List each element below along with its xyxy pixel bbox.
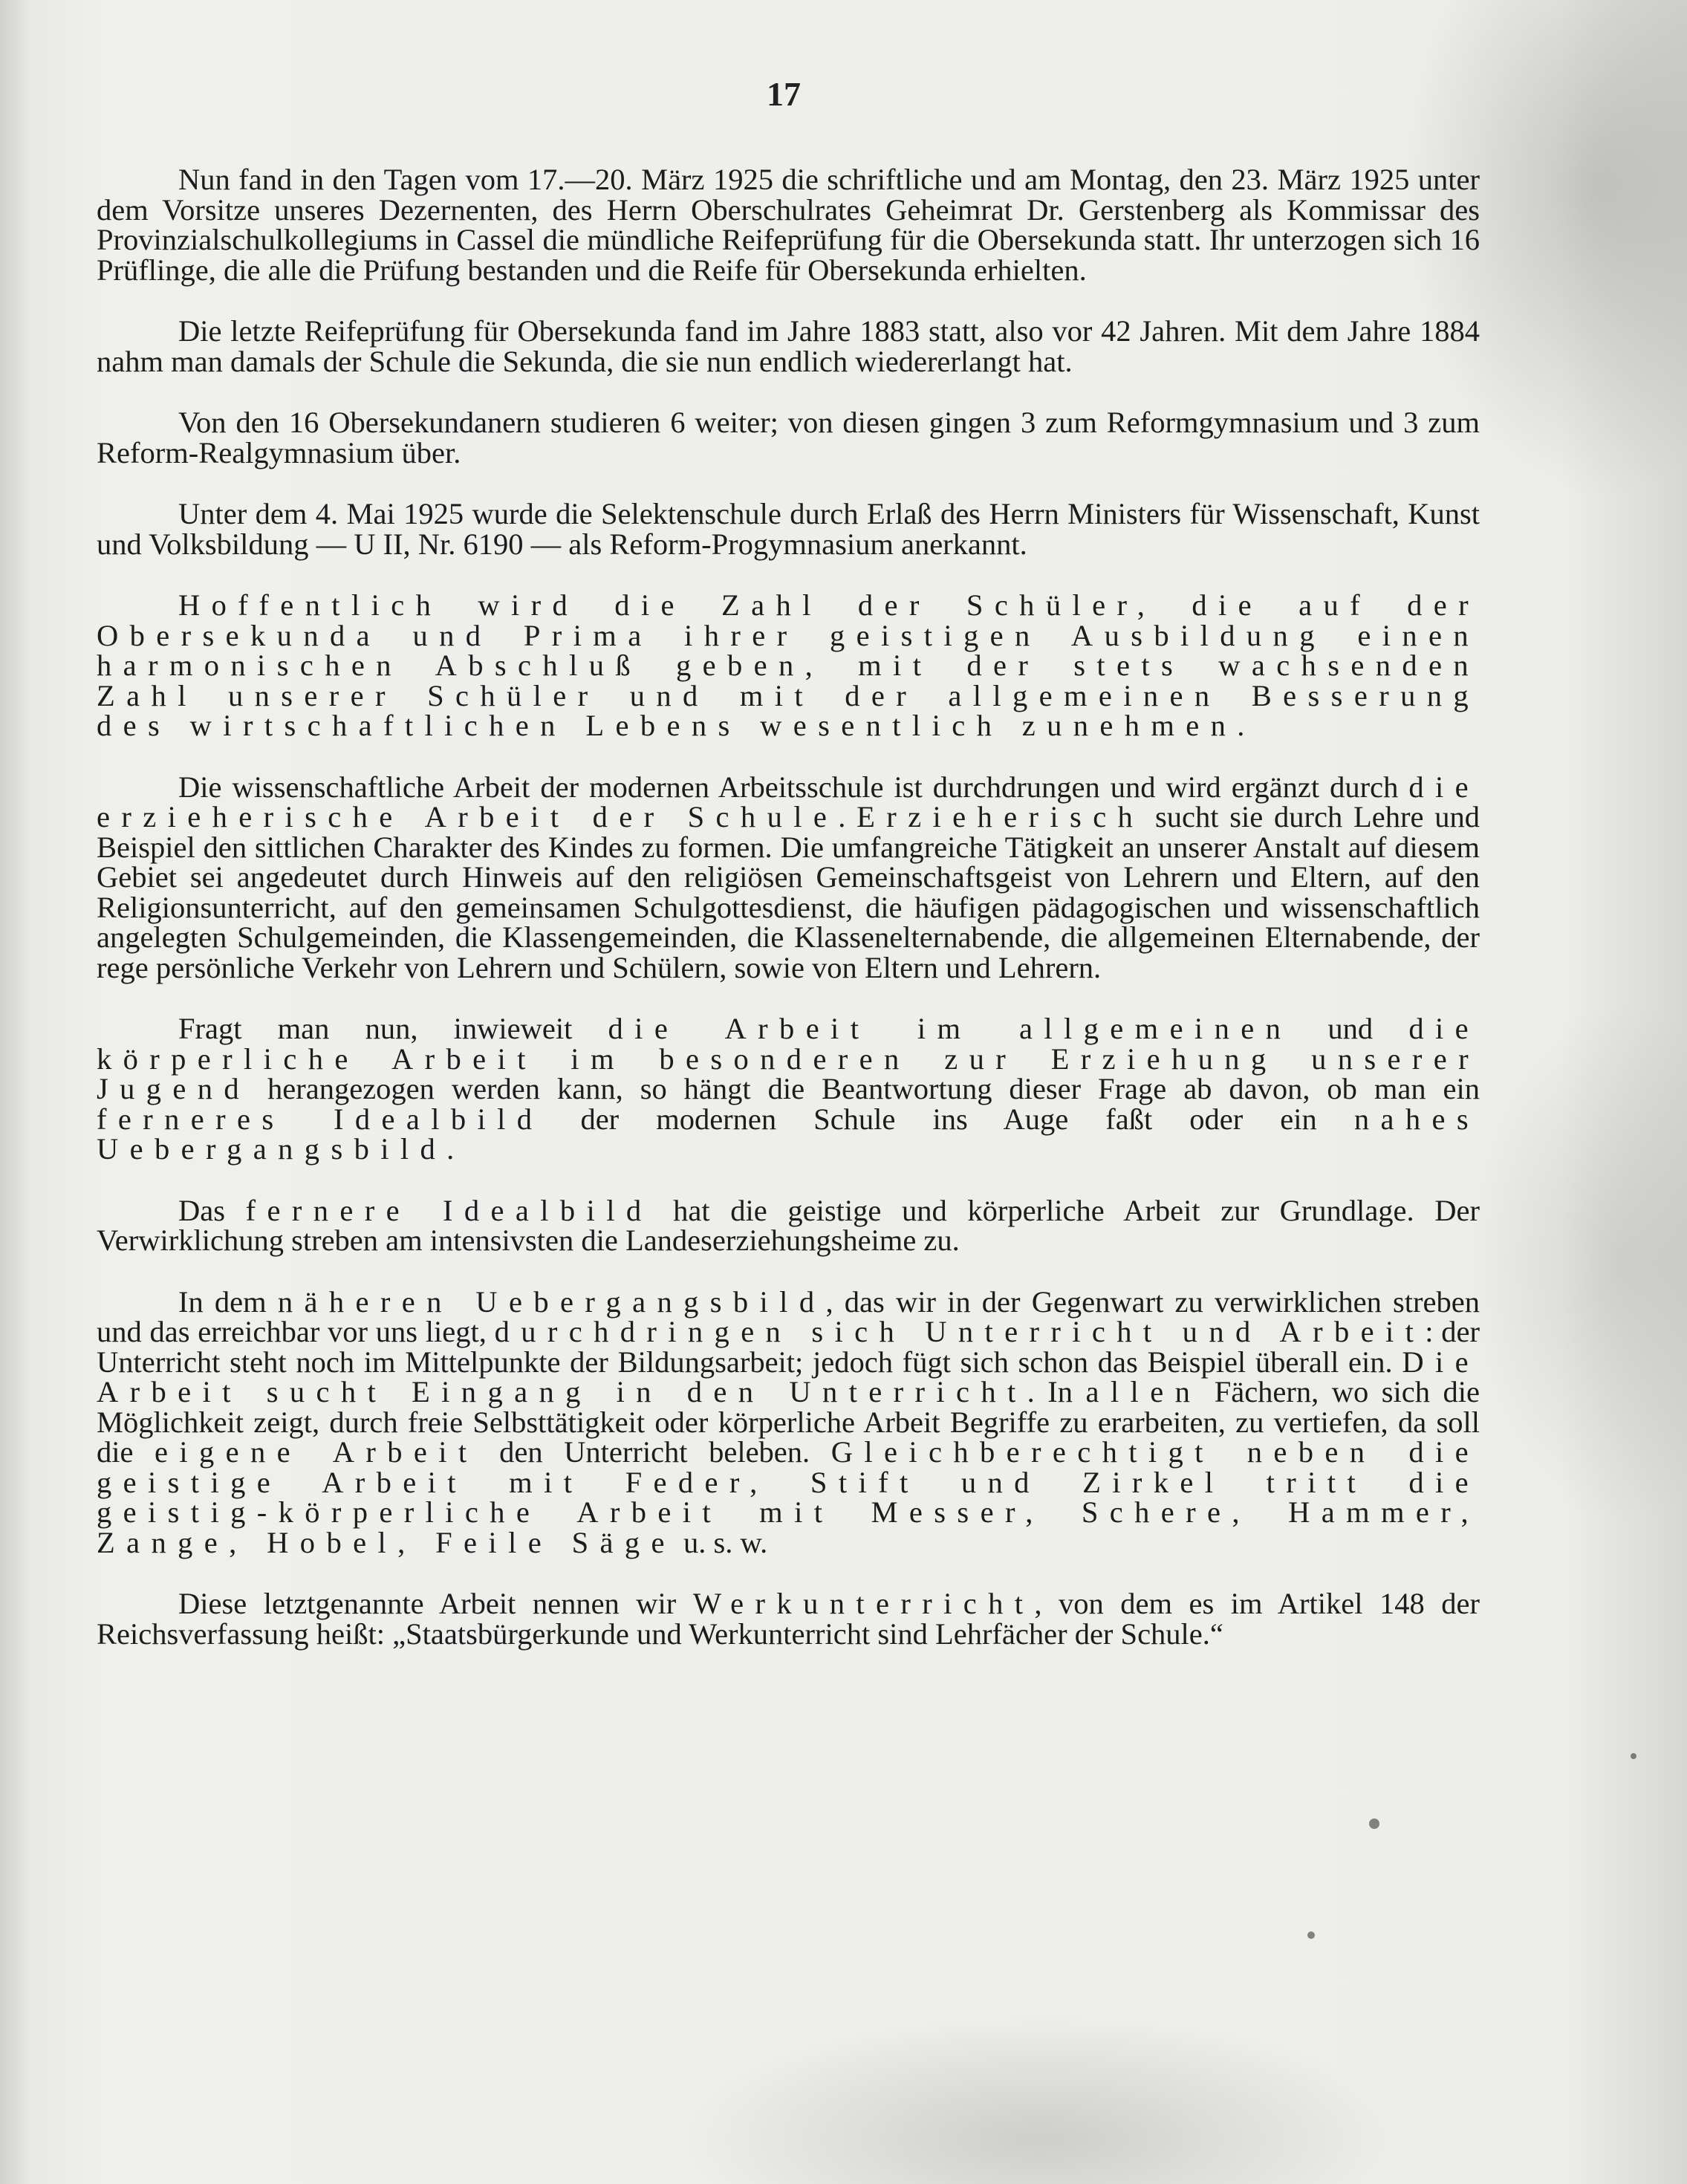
paragraph-text: . [446,1132,455,1166]
paragraph-text: , von dem es im Artikel 148 der Reichsverfassung heißt: „Staatsbürgerkunde und Werkunterricht sind Lehrfächer der Schule.“ [97,1587,1480,1651]
paragraph-text: sucht sie durch Lehre und Beispiel den sittlichen Charakter des Kindes zu formen. Die umfangreiche Tätigkeit an unserer Anstalt auf diesem Gebiet sei angedeutet durch Hinweis auf den religiösen Gemeinschaftsgeist von Lehrern und Eltern, auf den Religionsunterricht, auf den gemeinsamen Schulgottesdienst, die häufigen pädagogischen und wissenschaftlich angelegten Schulgemeinden, die Klassengemeinden, die Klassenelternabende, die allgemeinen Elternabende, der rege persönliche Verkehr von Lehrern und Schülern, sowie von Eltern und Lehrern. [97,800,1480,984]
paragraph-5 [97,588,1480,742]
spaced-emphasis-text: die Arbeit im allgemeinen [608,1012,1293,1045]
paragraph-text: . In [1027,1375,1086,1408]
paragraph-text: der modernen Schule ins Auge faßt oder ein [543,1102,1354,1136]
paragraph-text: Diese letztgenannte Arbeit nennen wir [178,1587,693,1620]
spaced-emphasis-text: näheren Uebergangsbild [277,1284,826,1319]
spaced-emphasis-text: ferneres Idealbild [97,1102,544,1136]
paragraph-text: . [838,800,857,833]
page-number: 17 [767,75,801,113]
scan-speck [1307,1931,1315,1939]
paragraph-4 [97,499,1480,559]
spaced-emphasis-text: Gleichberechtigt neben die geistige Arbeit mit Feder, Stift und Zirkel tritt die geistig-körperliche Arbeit mit Messer, Schere, Hammer, Zange, Hobel, Feile Säge [97,1435,1480,1559]
paragraph-text: und [1292,1012,1409,1045]
paragraph-6 [97,770,1480,984]
paragraph-text: Die letzte Reifeprüfung für Obersekunda fand im Jahre 1883 statt, also vor 42 Jahren. Mit dem Jahre 1884 nahm man damals der Schule die Sekunda, die sie nun endlich wiedererlangt hat. [97,314,1480,378]
paragraph-text: Fragt man nun, inwieweit [178,1012,608,1045]
paragraph-text: Fächern, wo sich die Möglichkeit zeigt, durch freie Selbsttätigkeit oder körperliche Arbeit Begriffe zu erarbeiten, zu vertiefen, da soll die [97,1375,1480,1469]
scan-speck [1631,1753,1636,1759]
paragraph-text: u. s. w. [675,1525,768,1559]
scan-speck [1369,1819,1379,1829]
spaced-emphasis-text: Werkunterricht [692,1587,1035,1620]
spaced-emphasis-text: die körperliche Arbeit im besonderen zur Erziehung unserer Jugend [97,1012,1480,1105]
paragraph-text: Die wissenschaftliche Arbeit der modernen Arbeitsschule ist durchdrungen und wird ergänzt durch [178,770,1409,804]
spaced-emphasis-text: die erzieherische Arbeit der Schule [97,770,1480,833]
paragraph-text: In dem [178,1284,278,1319]
body-text [97,165,1480,1680]
paragraph-text: : der Unterricht steht noch im Mittelpunkte der Bildungsarbeit; jedoch fügt sich schon das Beispiel überall ein. [97,1315,1480,1379]
spaced-emphasis-text: Erzieherisch [856,800,1145,833]
paragraph-2 [97,316,1480,377]
paragraph-1 [97,165,1480,285]
paragraph-text: herangezogen werden kann, so hängt die Beantwortung dieser Frage ab davon, ob man ein [250,1072,1480,1105]
spaced-emphasis-text: eigene Arbeit [155,1435,478,1469]
paragraph-10 [97,1589,1480,1649]
paragraph-text: den Unterricht beleben. [478,1435,831,1469]
spaced-emphasis-text: durchdringen sich Unterricht und Arbeit [494,1315,1426,1348]
paragraph-text: hat die geistige und körperliche Arbeit zur Grundlage. Der Verwirklichung streben am intensivsten die Landeserziehungsheime zu. [97,1193,1480,1257]
paragraph-7 [97,1014,1480,1165]
paragraph-text: Nun fand in den Tagen vom 17.—20. März 1925 die schriftliche und am Montag, den 23. März 1925 unter dem Vorsitze unseres Dezernenten, des Herrn Oberschulrates Geheimrat Dr. Gerstenberg als Kommissar des Provinzialschulkollegiums in Cassel die mündliche Reifeprüfung für die Obersekunda statt. Ihr unterzogen sich 16 Prüflinge, die alle die Prüfung bestanden und die Reife für Obersekunda erhielten. [97,163,1480,287]
paragraph-8 [97,1193,1480,1257]
spaced-emphasis-text: fernere Idealbild [245,1193,653,1227]
spaced-emphasis-text: nahes Uebergangsbild [97,1102,1480,1166]
spaced-emphasis-text: Die Arbeit sucht Eingang in den Unterricht [97,1345,1480,1408]
paragraph-9 [97,1284,1480,1559]
paragraph-text: Unter dem 4. Mai 1925 wurde die Selektenschule durch Erlaß des Herrn Ministers für Wissenschaft, Kunst und Volksbildung — U II, Nr. 6190 — als Reform-Progymnasium anerkannt. [97,497,1480,561]
paragraph-text: Das [178,1193,246,1227]
spaced-emphasis-text: allen [1085,1375,1202,1408]
paragraph-text: Von den 16 Obersekundanern studieren 6 weiter; von diesen gingen 3 zum Reformgymnasium und 3 zum Reform-Realgymnasium über. [97,406,1480,469]
paragraph-text: , das wir in der Gegenwart zu verwirklichen streben und das erreichbar vor uns liegt, [97,1284,1480,1348]
spaced-emphasis-text: Hoffentlich wird die Zahl der Schüler, die auf der Obersekunda und Prima ihrer geistigen Ausbildung einen harmonischen Abschluß geben, mit der stets wachsenden Zahl unserer Schüler und mit der allgemeinen Besserung des wirtschaftlichen Lebens wesentlich zunehmen. [97,588,1480,742]
paragraph-3 [97,408,1480,468]
